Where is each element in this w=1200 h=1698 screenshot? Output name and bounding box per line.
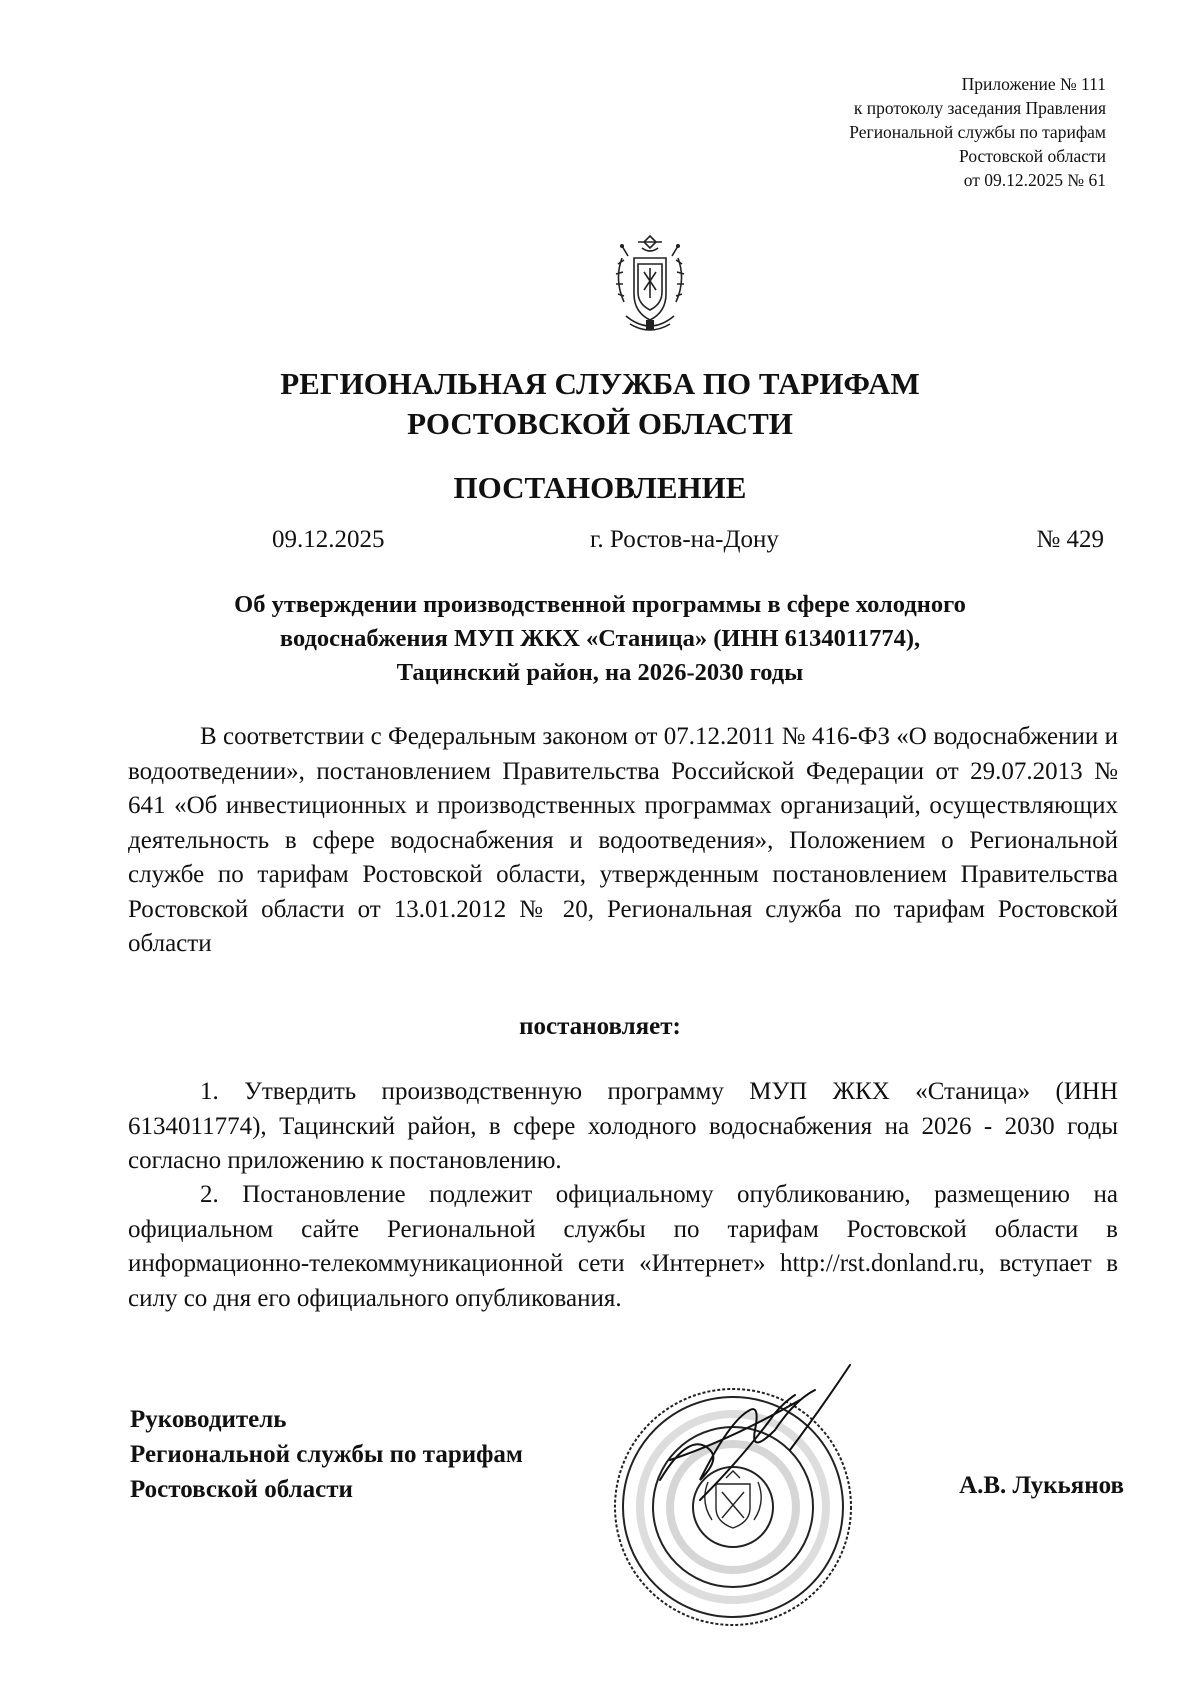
item-2-paragraph: 2. Постановление подлежит официальному опубликованию, размещению на официальном сайте Региональной службы по тарифам Ростовской области в информационно-телекоммуникационной сети «Интернет» http://rst.donland.ru, вступает в силу со дня его официального опубликования. [128,1181,1118,1312]
document-city: г. Ростов-на-Дону [590,526,779,553]
signatory-title-line-3: Ростовской области [130,1476,353,1503]
document-type: ПОСТАНОВЛЕНИЕ [453,470,747,505]
appendix-line-2: к протоколу заседания Правления [853,98,1106,118]
item-1-paragraph: 1. Утвердить производственную программу МУП ЖКХ «Станица» (ИНН 6134011774), Тацинский район, в сфере холодного водоснабжения на 2026 - 2030 годы согласно приложению к постановлению. [128,1078,1118,1174]
document-subject [130,588,1070,690]
appendix-line-1: Приложение № 111 [961,74,1106,94]
subject-line-2: водоснабжения МУП ЖКХ «Станица» (ИНН 6134011774), [279,625,921,652]
handwritten-signature-icon [640,1360,900,1540]
resolves-heading: постановляет: [519,1013,681,1040]
appendix-line-5: от 09.12.2025 № 61 [963,170,1106,190]
document-date: 09.12.2025 [272,526,385,553]
signatory-title [130,1402,523,1507]
signatory-name: А.В. Лукьянов [959,1472,1124,1499]
preamble-paragraph: В соответствии с Федеральным законом от 07.12.2011 № 416-ФЗ «О водоснабжении и водоотведении», постановлением Правительства Российской Федерации от 29.07.2013 № 641 «Об инвестиционных и производственных программах организаций, осуществляющих деятельность в сфере водоснабжения и водоотведения», Положением о Региональной службе по тарифам Ростовской области, утвержденным постановлением Правительства Ростовской области от 13.01.2012 № 20, Региональная служба по тарифам Ростовской области [128,723,1118,957]
document-number: № 429 [1036,526,1104,553]
subject-line-1: Об утверждении производственной программы в сфере холодного [234,591,966,618]
signatory-title-line-1: Руководитель [130,1406,287,1433]
appendix-line-4: Ростовской области [959,146,1106,166]
appendix-line-3: Региональной службы по тарифам [849,122,1106,142]
subject-line-3: Тацинский район, на 2026-2030 годы [396,659,804,686]
coat-of-arms-icon [600,228,700,348]
signatory-title-line-2: Региональной службы по тарифам [130,1441,523,1468]
organization-name-line-1: РЕГИОНАЛЬНАЯ СЛУЖБА ПО ТАРИФАМ [280,366,920,401]
appendix-note [849,72,1106,192]
organization-name-line-2: РОСТОВСКОЙ ОБЛАСТИ [407,406,793,441]
organization-name [0,364,1200,444]
